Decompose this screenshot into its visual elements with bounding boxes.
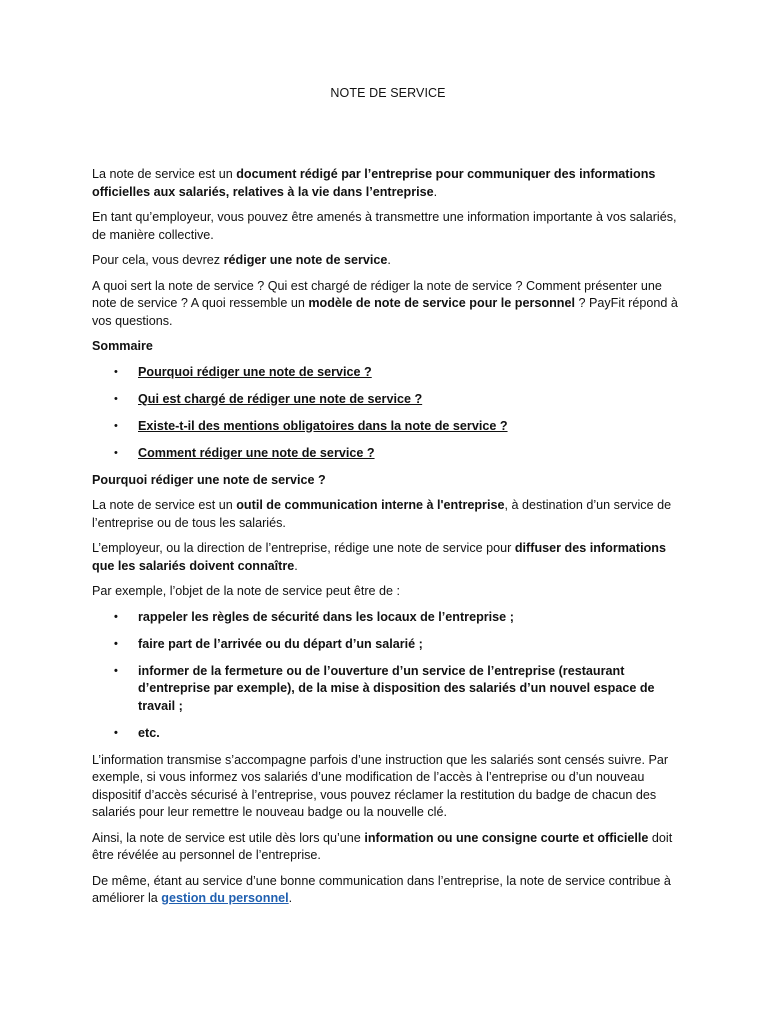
personnel-management-link[interactable]: gestion du personnel (161, 891, 289, 905)
list-item: • faire part de l’arrivée ou du départ d’un salarié ; (138, 636, 684, 654)
intro-paragraph-3 (92, 252, 684, 270)
summary-link[interactable]: Existe-t-il des mentions obligatoires dans la note de service ? (138, 418, 508, 433)
summary-link[interactable]: Qui est chargé de rédiger une note de service ? (138, 391, 423, 406)
summary-item[interactable] (138, 391, 684, 409)
list-item: • etc. (138, 725, 684, 743)
summary-heading: Sommaire (92, 339, 153, 353)
text-run-bold: rédiger une note de service (223, 253, 388, 267)
section-heading: Pourquoi rédiger une note de service ? (92, 472, 326, 487)
text-run: . (288, 891, 293, 905)
intro-paragraph-1 (92, 166, 684, 201)
list-item: • rappeler les règles de sécurité dans les locaux de l’entreprise ; (138, 609, 684, 627)
list-item: • informer de la fermeture ou de l’ouverture d’un service de l’entreprise (restaurant d’entreprise par exemple), de la mise à disposition des salariés d’un nouvel espace de travail ; (138, 663, 684, 716)
text-run: La note de service est un (92, 498, 237, 512)
text-run: Pour cela, vous devrez (92, 253, 224, 267)
text-run: La note de service est un (92, 167, 237, 181)
section-paragraph-2 (92, 540, 684, 575)
text-run-bold: document rédigé par l’entreprise pour communiquer des informations officielles aux salariés, relatives à la vie dans l’entreprise (92, 167, 656, 199)
summary-item[interactable] (138, 418, 684, 436)
text-run: . (294, 558, 298, 573)
section-paragraph-5 (92, 830, 684, 865)
section-paragraph-1 (92, 497, 684, 532)
summary-list (92, 364, 684, 463)
intro-paragraph-2: En tant qu’employeur, vous pouvez être amenés à transmettre une information importante à vos salariés, de manière collective. (92, 210, 677, 242)
text-run-bold: information ou une consigne courte et officielle (364, 830, 649, 845)
text-run-bold: outil de communication interne à l'entreprise (236, 498, 505, 512)
text-run: Ainsi, la note de service est utile dès lors qu’une (92, 830, 365, 845)
section-paragraph-3: Par exemple, l’objet de la note de service peut être de : (92, 584, 401, 598)
text-run: . (387, 253, 391, 267)
examples-list (92, 609, 684, 743)
summary-link[interactable]: Comment rédiger une note de service ? (138, 445, 375, 460)
text-run: doit être révélée au personnel de l’entreprise. (92, 830, 673, 862)
text-run: L’employeur, ou la direction de l’entreprise, rédige une note de service pour (92, 541, 515, 555)
text-run-bold: diffuser des informations que les salariés doivent connaître (92, 541, 667, 573)
text-run: . (433, 184, 438, 199)
text-run: A quoi sert la note de service ? Qui est chargé de rédiger la note de service ? Comment présenter une note de service ? A quoi ressemble un (92, 278, 662, 310)
summary-item[interactable] (138, 445, 684, 463)
text-run: , à destination d’un service de l’entreprise ou de tous les salariés. (92, 498, 672, 530)
text-run: De même, étant au service d’une bonne communication dans l’entreprise, la note de service contribue à améliorer la (92, 873, 671, 905)
section-paragraph-6 (92, 873, 684, 908)
section-paragraph-4: L’information transmise s’accompagne parfois d’une instruction que les salariés sont censés suivre. Par exemple, si vous informez vos salariés d’une modification de l’accès à l’entreprise ou d’un nouveau dispositif d’accès sécurisé à l’entreprise, vous pouvez réclamer la restitution du badge de chacun des salariés pour leur remettre le nouveau badge ou la nouvelle clé. (92, 752, 669, 819)
summary-item[interactable] (138, 364, 684, 382)
text-run-bold: modèle de note de service pour le personnel (308, 296, 575, 310)
intro-paragraph-4 (92, 278, 684, 331)
document-title: NOTE DE SERVICE (330, 86, 446, 100)
text-run: ? PayFit répond à vos questions. (92, 296, 678, 328)
summary-link[interactable]: Pourquoi rédiger une note de service ? (138, 364, 372, 379)
